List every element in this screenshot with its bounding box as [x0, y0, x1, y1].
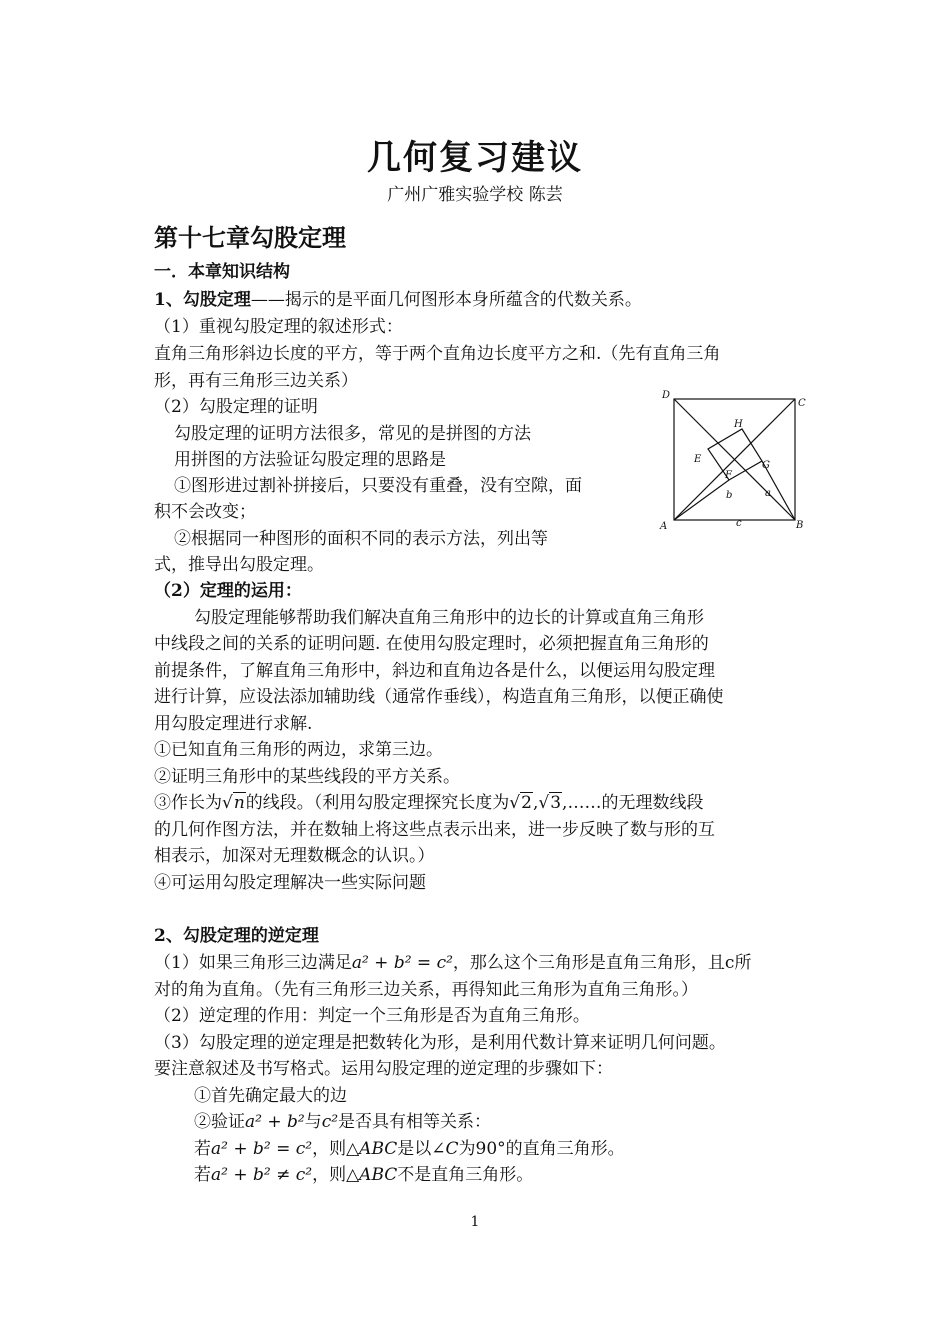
pythagorean-square-figure — [656, 388, 806, 534]
paragraph-line: 直角三角形斜边长度的平方，等于两个直角边长度平方之和.（先有直角三角 — [154, 344, 721, 364]
paragraph-line: （2）逆定理的作用：判定一个三角形是否为直角三角形。 — [154, 1006, 590, 1026]
label-E: E — [694, 454, 702, 465]
label-D: D — [662, 390, 671, 401]
math-expression: ABC — [359, 1165, 398, 1185]
paragraph-line: 用拼图的方法验证勾股定理的思路是 — [174, 450, 446, 470]
paragraph-line — [194, 1136, 625, 1163]
inner-square — [708, 429, 762, 480]
label-c: c — [736, 518, 742, 529]
text-segment: 为90°的直角三角形。 — [458, 1139, 625, 1159]
radicand: 2 — [521, 793, 532, 813]
text-segment: 若 — [194, 1165, 211, 1185]
paragraph-line: 前提条件，了解直角三角形中，斜边和直角边各是什么，以便运用勾股定理 — [154, 661, 715, 681]
paragraph-line: （2）勾股定理的证明 — [154, 397, 318, 417]
math-expression: C — [445, 1139, 459, 1159]
paragraph-line: （1）重视勾股定理的叙述形式： — [154, 317, 403, 337]
math-expression: ABC — [359, 1139, 398, 1159]
text-segment: 是否具有相等关系： — [338, 1112, 492, 1132]
paragraph-line — [154, 950, 751, 977]
math-expression: a² + b² = c² — [351, 953, 453, 973]
paragraph-line: 勾股定理能够帮助我们解决直角三角形中的边长的计算或直角三角形 — [194, 608, 704, 628]
paragraph-line: 式，推导出勾股定理。 — [154, 555, 324, 575]
label-H: H — [734, 419, 743, 430]
paragraph-line: ①首先确定最大的边 — [194, 1086, 347, 1106]
text-segment: （1）如果三角形三边满足 — [154, 953, 352, 973]
text-segment: 的线段。（利用勾股定理探究长度为 — [245, 793, 510, 813]
item-heading-1-bold: 1、勾股定理 — [154, 290, 251, 310]
paragraph-line: ④可运用勾股定理解决一些实际问题 — [154, 873, 426, 893]
item-heading-1-rest: ——揭示的是平面几何图形本身所蕴含的代数关系。 — [250, 290, 642, 310]
paragraph-line: 积不会改变； — [154, 502, 256, 522]
text-segment: ②验证 — [194, 1112, 245, 1132]
page-number: 1 — [470, 1214, 480, 1230]
paragraph-line: 中线段之间的关系的证明问题. 在使用勾股定理时，必须把握直角三角形的 — [154, 634, 709, 654]
math-expression: a² + b² ≠ c² — [211, 1165, 313, 1185]
sqrt-2: √2 — [509, 793, 532, 813]
chapter-heading: 第十七章勾股定理 — [154, 223, 346, 252]
paragraph-line: 要注意叙述及书写格式。运用勾股定理的逆定理的步骤如下： — [154, 1059, 613, 1079]
paragraph-line: 进行计算，应设法添加辅助线（通常作垂线），构造直角三角形，以便正确使 — [154, 687, 724, 707]
paragraph-line: ①图形进过割补拼接后，只要没有重叠，没有空隙，面 — [174, 476, 582, 496]
document-title: 几何复习建议 — [367, 138, 583, 178]
text-segment: ……的无理数线段 — [567, 793, 704, 813]
text-segment: 若 — [194, 1139, 211, 1159]
label-G: G — [762, 460, 770, 471]
label-B: B — [796, 520, 804, 531]
paragraph-line: ②根据同一种图形的面积不同的表示方法，列出等 — [174, 529, 548, 549]
item-heading-1 — [154, 287, 642, 314]
paragraph-line: （3）勾股定理的逆定理是把数转化为形，是利用代数计算来证明几何问题。 — [154, 1033, 726, 1053]
math-expression: a² + b² — [245, 1112, 305, 1132]
text-segment: 是以∠ — [397, 1139, 446, 1159]
label-b: b — [726, 490, 733, 501]
label-a: a — [765, 488, 771, 499]
radicand: 3 — [550, 793, 562, 813]
segment-af — [674, 480, 729, 520]
paragraph-line: 形，再有三角形三边关系） — [154, 371, 358, 391]
radicand: n — [233, 793, 245, 813]
paragraph-line-sqrt: ③作长为√n的线段。（利用勾股定理探究长度为√2,√3,……的无理数线段 — [154, 790, 703, 817]
paragraph-line: 对的角为直角。（先有三角形三边关系，再得知此三角形为直角三角形。） — [154, 980, 698, 1000]
label-C: C — [798, 398, 806, 409]
author-line: 广州广雅实验学校 陈芸 — [387, 185, 563, 205]
math-expression: a² + b² = c² — [211, 1139, 313, 1159]
paragraph-line: 勾股定理的证明方法很多，常见的是拼图的方法 — [174, 424, 531, 444]
paragraph-line: ②证明三角形中的某些线段的平方关系。 — [154, 767, 460, 787]
text-segment: 不是直角三角形。 — [397, 1165, 534, 1185]
paragraph-line — [194, 1162, 533, 1189]
text-segment: ③作长为 — [154, 793, 222, 813]
sqrt-3: √3 — [538, 793, 562, 813]
paragraph-line: 相表示，加深对无理数概念的认识。） — [154, 846, 435, 866]
section-heading: 一．本章知识结构 — [154, 262, 290, 282]
text-segment: ，那么这个三角形是直角三角形，且c所 — [452, 953, 752, 973]
paragraph-line: ①已知直角三角形的两边，求第三边。 — [154, 740, 443, 760]
text-segment: ，则△ — [312, 1165, 360, 1185]
paragraph-line: 的几何作图方法，并在数轴上将这些点表示出来，进一步反映了数与形的互 — [154, 820, 715, 840]
math-expression: c² — [321, 1112, 339, 1132]
subsection-heading: （2）定理的运用： — [154, 581, 302, 601]
item-heading-2: 2、勾股定理的逆定理 — [154, 926, 319, 946]
sqrt-n: √n — [222, 793, 245, 813]
paragraph-line — [194, 1109, 491, 1136]
label-F: F — [725, 470, 732, 481]
paragraph-line: 用勾股定理进行求解. — [154, 714, 313, 734]
text-segment: ，则△ — [312, 1139, 360, 1159]
text-segment: 与 — [304, 1112, 322, 1132]
label-A: A — [660, 521, 668, 532]
